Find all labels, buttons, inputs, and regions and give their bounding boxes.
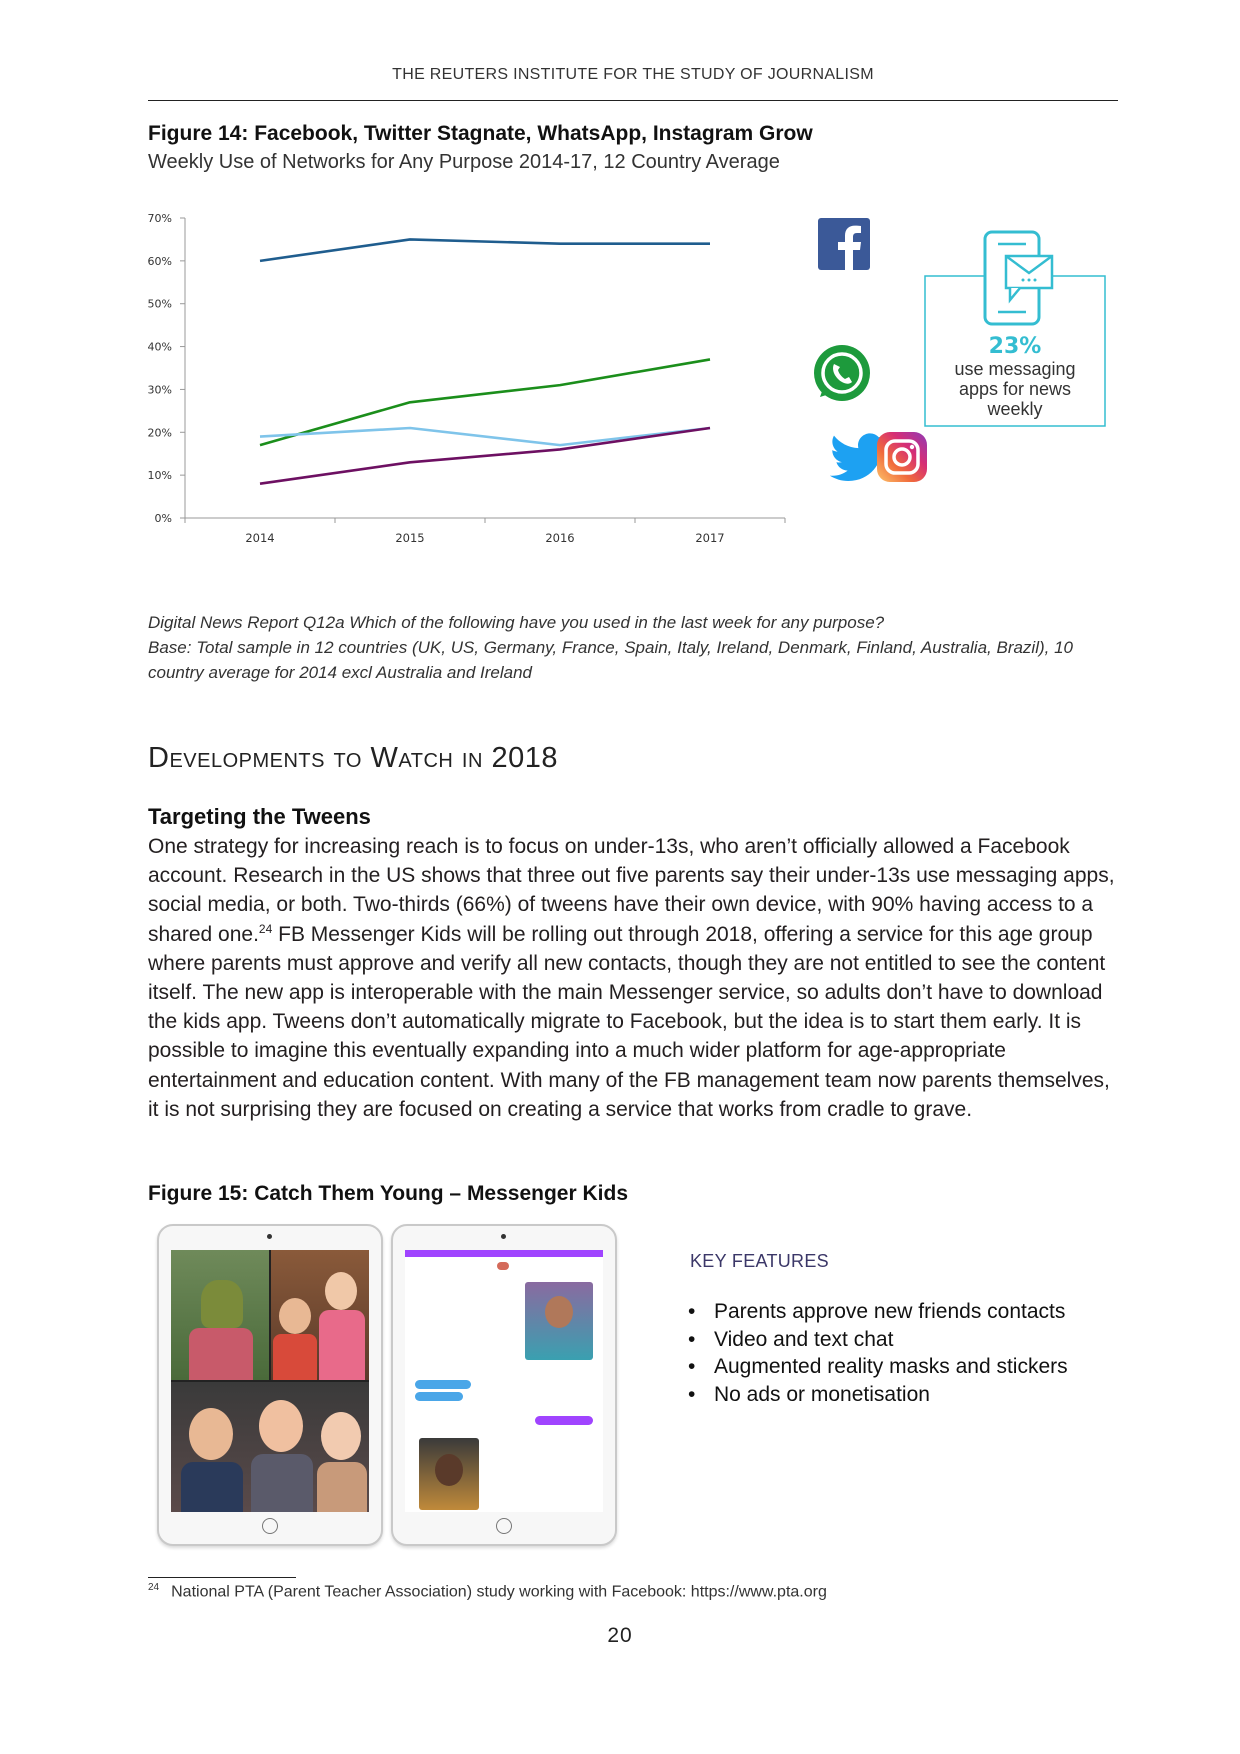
callout-percent: 23% [988, 334, 1042, 359]
series-line-facebook [260, 239, 710, 260]
y-tick-label: 40% [147, 340, 172, 354]
messaging-callout [925, 232, 1105, 426]
y-tick-label: 0% [154, 512, 172, 525]
key-features-title: KEY FEATURES [690, 1251, 829, 1271]
figure-14-subtitle: Weekly Use of Networks for Any Purpose 2014-17, 12 Country Average [148, 151, 780, 173]
subheading: Targeting the Tweens [148, 804, 371, 829]
list-item: • Video and text chat [686, 1326, 1068, 1354]
chat-avatar[interactable] [497, 1262, 509, 1270]
x-tick-label: 2016 [545, 531, 575, 545]
tablet-home-button[interactable] [496, 1518, 512, 1534]
y-tick-label: 60% [147, 254, 172, 268]
chat-bubble-incoming [415, 1392, 463, 1401]
figure-14-source [148, 610, 1128, 685]
x-tick-label: 2014 [245, 531, 275, 545]
key-features-list [686, 1298, 1068, 1408]
tablet-camera [267, 1234, 272, 1239]
list-item: • Augmented reality masks and stickers [686, 1353, 1068, 1381]
footnote-number: 24 [148, 1582, 160, 1593]
y-tick-label: 30% [147, 383, 172, 397]
footnote-rule [148, 1577, 296, 1578]
dinosaur-mask-icon [201, 1280, 243, 1328]
chat-photo-boy-mask [419, 1438, 479, 1510]
page-number: 20 [607, 1624, 633, 1647]
running-header: THE REUTERS INSTITUTE FOR THE STUDY OF JOURNALISM [392, 66, 874, 83]
body-text-part-b: FB Messenger Kids will be rolling out through 2018, offering a service for this age group where parents must approve and verify all new contacts, though they are not entitled to see the content itself. The new app is interoperable with the main Messenger service, so adults don’t have to download the kids app. Tweens don’t automatically migrate to Facebook, but the idea is to start them early. It is possible to imagine this eventually expanding into a much wider platform for age-appropriate entertainment and education content. With many of the FB management team now parents themselves, it is not surprising they are focused on creating a service that works from cradle to grave. [148, 922, 1110, 1121]
instagram-logo-icon [877, 432, 927, 482]
footnote-ref[interactable]: 24 [258, 921, 273, 936]
facebook-logo-icon [818, 218, 870, 270]
header-rule [148, 100, 1118, 101]
list-item: • Parents approve new friends contacts [686, 1298, 1068, 1326]
source-question: Digital News Report Q12a Which of the following have you used in the last week for any purpose? [148, 613, 885, 632]
tablet-home-button[interactable] [262, 1518, 278, 1534]
chat-bubble-incoming [415, 1380, 471, 1389]
y-tick-label: 20% [147, 426, 172, 440]
video-call-screen [171, 1250, 369, 1512]
x-tick-label: 2017 [695, 531, 725, 545]
chat-photo-girl [525, 1282, 593, 1360]
tablet-video-call [157, 1224, 383, 1546]
callout-line-3: weekly [987, 399, 1043, 419]
footnote [148, 1582, 827, 1601]
section-title: Developments to Watch in 2018 [148, 742, 558, 774]
body-text-part-a: One strategy for increasing reach is to focus on under-13s, who aren’t officially allowed a Facebook account. Research in the US shows that three out five parents say their under-13s use messaging apps, social media, or both. Two-thirds (66%) of tweens have their own device, with 90% having access to a shared one. [148, 835, 1115, 946]
figure-14-chart [147, 200, 1110, 590]
tablet-camera [501, 1234, 506, 1239]
video-tile-boy-woman [271, 1250, 369, 1380]
y-tick-label: 50% [147, 297, 172, 311]
body-paragraph [148, 832, 1123, 1124]
chart-axes [148, 212, 785, 545]
chat-status-bar [405, 1250, 603, 1257]
video-tile-adults [171, 1382, 369, 1512]
chart-series [260, 239, 710, 483]
list-item: • No ads or monetisation [686, 1381, 1068, 1409]
x-tick-label: 2015 [395, 531, 425, 545]
chat-screen [405, 1250, 603, 1512]
whatsapp-logo-icon [814, 345, 870, 401]
callout-line-2: apps for news [958, 379, 1072, 399]
figure-15-title: Figure 15: Catch Them Young – Messenger Kids [148, 1182, 628, 1205]
y-tick-label: 10% [147, 469, 172, 483]
footnote-text: National PTA (Parent Teacher Association) study working with Facebook: https://www.pta.org [171, 1583, 827, 1601]
chat-bubble-outgoing [535, 1416, 593, 1425]
y-tick-label: 70% [147, 212, 172, 225]
callout-line-1: use messaging [954, 359, 1076, 379]
tablet-chat [391, 1224, 617, 1546]
video-tile-dinosaur-mask [171, 1250, 269, 1380]
source-base: Base: Total sample in 12 countries (UK, US, Germany, France, Spain, Italy, Ireland, Denmark, Finland, Australia, Brazil), 10 country average for 2014 excl Australia and Ireland [148, 638, 1074, 682]
figure-14-title: Figure 14: Facebook, Twitter Stagnate, WhatsApp, Instagram Grow [148, 122, 813, 145]
